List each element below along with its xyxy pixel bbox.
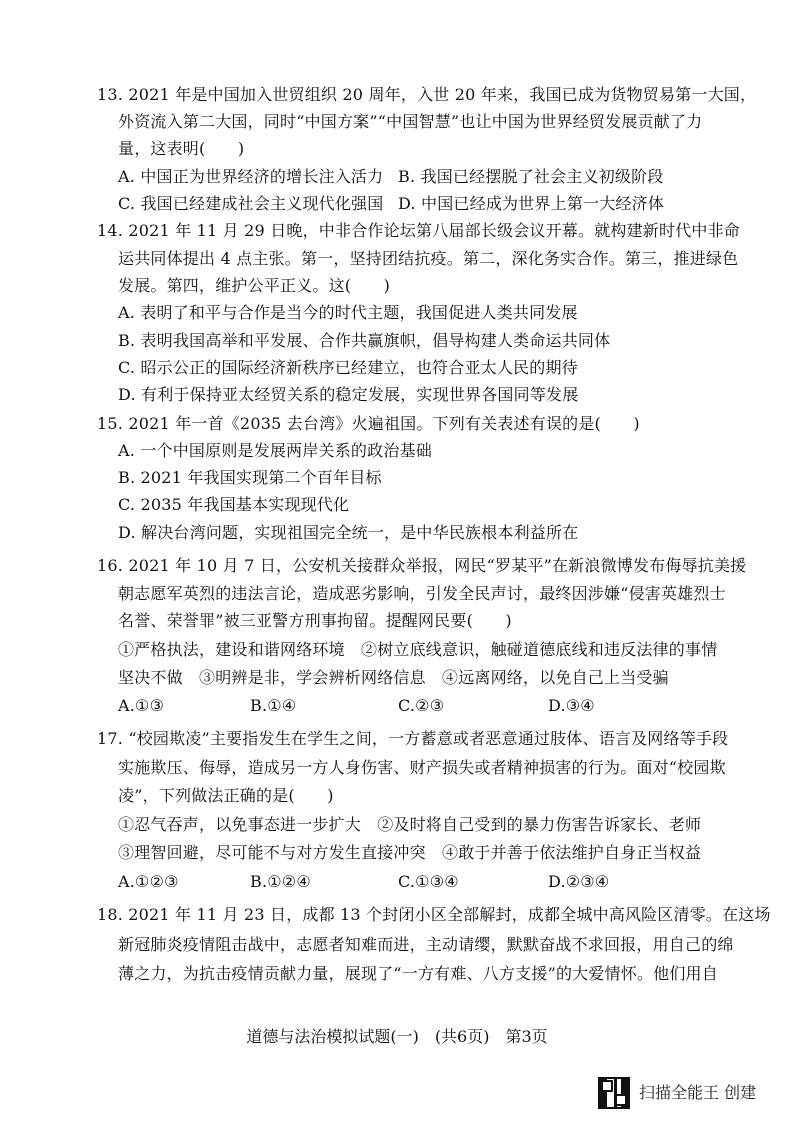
q17-stem-line-1: 17. “校园欺凌”主要指发生在学生之间，一方蓄意或者恶意通过肢体、语言及网络等手段: [97, 729, 729, 748]
q14-option-d: D. 有利于保持亚太经贸关系的稳定发展，实现世界各国同等发展: [118, 385, 579, 404]
q16-stem-line-1: 16. 2021 年 10 月 7 日，公安机关接群众举报，网民“罗某平”在新浪微博发布侮辱抗美援: [97, 556, 747, 575]
q16-option-d: D.③④: [548, 696, 595, 715]
q18-stem-line-1: 18. 2021 年 11 月 23 日，成都 13 个封闭小区全部解封，成都全城中高风险区清零。在这场: [97, 905, 771, 924]
q13-option-d: D. 中国已经成为世界上第一大经济体: [398, 194, 665, 213]
q14-option-b: B. 表明我国高举和平发展、合作共赢旗帜，倡导构建人类命运共同体: [118, 331, 611, 350]
q14-stem-line-1: 14. 2021 年 11 月 29 日晚，中非合作论坛第八届部长级会议开幕。就构建新时代中非命: [97, 221, 740, 240]
q17-option-a: A.①②③: [118, 872, 179, 891]
q17-stem-line-2: 实施欺压、侮辱，造成另一方人身伤害、财产损失或者精神损害的行为。面对“校园欺: [118, 758, 726, 777]
q15-option-d: D. 解决台湾问题，实现祖国完全统一，是中华民族根本利益所在: [118, 523, 579, 542]
q16-option-a: A.①③: [118, 696, 165, 715]
scanner-watermark: 扫描全能王 创建: [639, 1083, 757, 1102]
q13-stem-line-3: 量，这表明( ): [118, 139, 245, 158]
q18-stem-line-3: 薄之力，为抗击疫情贡献力量，展现了“一方有难、八方支援”的大爱情怀。他们用自: [118, 964, 718, 983]
qr-code-icon: [598, 1077, 630, 1109]
q14-option-a: A. 表明了和平与合作是当今的时代主题，我国促进人类共同发展: [118, 303, 578, 322]
q16-option-b: B.①④: [250, 696, 297, 715]
q18-stem-line-2: 新冠肺炎疫情阻击战中，志愿者知难而进，主动请缨，默默奋战不求回报，用自己的绵: [118, 935, 734, 954]
q13-stem-line-1: 13. 2021 年是中国加入世贸组织 20 周年，入世 20 年来，我国已成为货物贸易第一大国，: [97, 85, 757, 104]
q13-option-b: B. 我国已经摆脱了社会主义初级阶段: [398, 167, 664, 186]
page-footer: 道德与法治模拟试题(一) (共6页) 第3页: [246, 1027, 548, 1046]
q15-option-b: B. 2021 年我国实现第二个百年目标: [118, 468, 382, 487]
q17-statements-line-1: ①忍气吞声，以免事态进一步扩大 ②及时将自己受到的暴力伤害告诉家长、老师: [118, 815, 702, 834]
q14-stem-line-3: 发展。第四，维护公平正义。这( ): [118, 276, 391, 295]
q16-statements-line-2: 坚决不做 ③明辨是非，学会辨析网络信息 ④远离网络，以免自己上当受骗: [118, 668, 669, 687]
q17-option-c: C.①③④: [398, 872, 459, 891]
q13-option-c: C. 我国已经建成社会主义现代化强国: [118, 194, 384, 213]
q17-statements-line-2: ③理智回避，尽可能不与对方发生直接冲突 ④敢于并善于依法维护自身正当权益: [118, 843, 702, 862]
q14-option-c: C. 昭示公正的国际经济新秩序已经建立，也符合亚太人民的期待: [118, 358, 578, 377]
q16-stem-line-2: 朝志愿军英烈的违法言论，造成恶劣影响，引发全民声讨，最终因涉嫌“侵害英雄烈士: [118, 584, 726, 603]
q17-stem-line-3: 凌”，下列做法正确的是( ): [118, 786, 334, 805]
q16-statements-line-1: ①严格执法，建设和谐网络环境 ②树立底线意识，触碰道德底线和违反法律的事情: [118, 640, 718, 659]
q13-stem-line-2: 外资流入第二大国，同时“中国方案”“中国智慧”也让中国为世界经贸发展贡献了力: [118, 112, 703, 131]
q16-stem-line-3: 名誉、荣誉罪”被三亚警方刑事拘留。提醒网民要( ): [118, 611, 512, 630]
q17-option-b: B.①②④: [250, 872, 311, 891]
q13-option-a: A. 中国正为世界经济的增长注入活力: [118, 167, 384, 186]
q15-option-a: A. 一个中国原则是发展两岸关系的政治基础: [118, 441, 432, 460]
q17-option-d: D.②③④: [548, 872, 610, 891]
q15-stem-line-1: 15. 2021 年一首《2035 去台湾》火遍祖国。下列有关表述有误的是( ): [97, 414, 640, 433]
q16-option-c: C.②③: [398, 696, 445, 715]
q14-stem-line-2: 运共同体提出 4 点主张。第一，坚持团结抗疫。第二，深化务实合作。第三，推进绿色: [118, 249, 739, 268]
q15-option-c: C. 2035 年我国基本实现现代化: [118, 495, 350, 514]
